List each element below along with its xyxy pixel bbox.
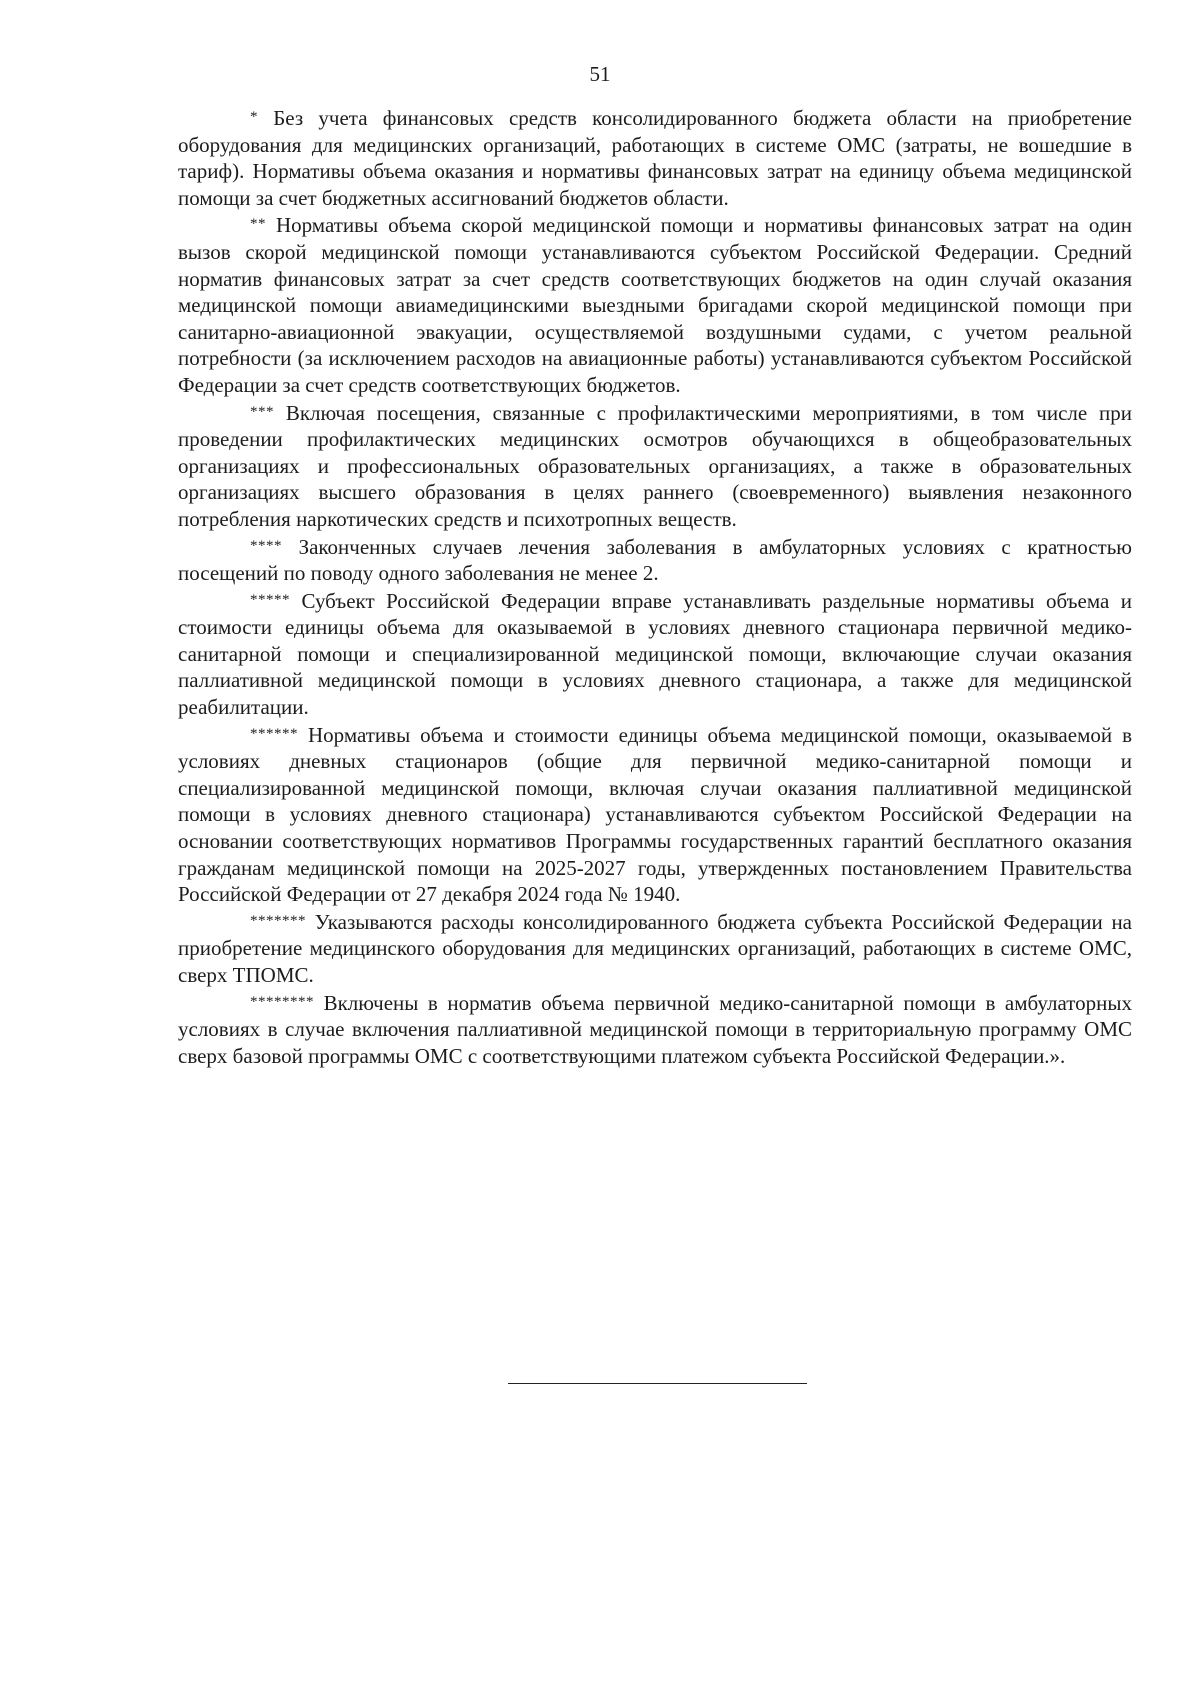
footnote-text: Законченных случаев лечения заболевания в амбулаторных условиях с кратностью посещений по поводу одного заболевания не менее 2.	[178, 534, 1132, 586]
footnote-text: Включая посещения, связанные с профилактическими мероприятиями, в том числе при проведении профилактических медицинских осмотров обучающихся в общеобразовательных организациях и профессиональных образовательных организациях, а также в образовательных организациях высшего образования в целях раннего (своевременного) выявления незаконного потребления наркотических средств и психотропных веществ.	[178, 400, 1132, 531]
footnote-text: Субъект Российской Федерации вправе устанавливать раздельные нормативы объема и стоимости единицы объема для оказываемой в условиях дневного стационара первичной медико-санитарной помощи и специализированной медицинской помощи, включающие случаи оказания паллиативной медицинской помощи в условиях дневного стационара, а также для медицинской реабилитации.	[178, 588, 1133, 720]
footnote-marker: ******	[250, 725, 298, 742]
footnote-7	[178, 908, 1132, 989]
footnote-text: Указываются расходы консолидированного бюджета субъекта Российской Федерации на приобретение медицинского оборудования для медицинских организаций, работающих в системе ОМС, сверх ТПОМС.	[178, 909, 1133, 987]
footnote-text: Включены в норматив объема первичной медико-санитарной помощи в амбулаторных условиях в случае включения паллиативной медицинской помощи в территориальную программу ОМС сверх базовой программы ОМС с соответствующими платежом субъекта Российской Федерации.».	[178, 990, 1132, 1068]
footnote-1	[178, 104, 1132, 211]
footnote-6	[178, 721, 1132, 908]
footnote-text: Без учета финансовых средств консолидированного бюджета области на приобретение оборудования для медицинских организаций, работающих в системе ОМС (затраты, не вошедшие в тариф). Нормативы объема оказания и нормативы финансовых затрат на единицу объема медицинской помощи за счет бюджетных ассигнований бюджетов области.	[178, 106, 1132, 210]
footnote-3	[178, 399, 1132, 533]
footnotes-block	[178, 104, 1132, 1069]
footnote-text: Нормативы объема скорой медицинской помощи и нормативы финансовых затрат на один вызов скорой медицинской помощи устанавливаются субъектом Российской Федерации. Средний норматив финансовых затрат за счет средств соответствующих бюджетов на один случай оказания медицинской помощи авиамедицинскими выездными бригадами скорой медицинской помощи при санитарно-авиационной эвакуации, осуществляемой воздушными судами, с учетом реальной потребности (за исключением расходов на авиационные работы) устанавливаются субъектом Российской Федерации за счет средств соответствующих бюджетов.	[178, 213, 1132, 397]
footnote-text: Нормативы объема и стоимости единицы объема медицинской помощи, оказываемой в условиях дневных стационаров (общие для первичной медико-санитарной помощи и специализированной медицинской помощи, включая случаи оказания паллиативной медицинской помощи в условиях дневного стационара) устанавливаются субъектом Российской Федерации на основании соответствующих нормативов Программы государственных гарантий бесплатного оказания гражданам медицинской помощи на 2025-2027 годы, утвержденных постановлением Правительства Российской Федерации от 27 декабря 2024 года № 1940.	[178, 722, 1132, 907]
footnote-marker: ****	[250, 537, 282, 554]
footnote-5	[178, 587, 1132, 721]
footnote-marker: ***	[250, 403, 274, 420]
footnote-marker: ********	[250, 993, 314, 1010]
footnote-2	[178, 211, 1132, 398]
footnote-marker: *******	[250, 912, 306, 929]
end-of-document-rule	[508, 1383, 807, 1384]
footnote-marker: *****	[250, 591, 290, 608]
footnote-marker: **	[250, 216, 266, 233]
footnote-4	[178, 533, 1132, 587]
footnote-8	[178, 989, 1132, 1070]
page-number: 51	[589, 62, 611, 86]
footnote-marker: *	[250, 109, 258, 125]
